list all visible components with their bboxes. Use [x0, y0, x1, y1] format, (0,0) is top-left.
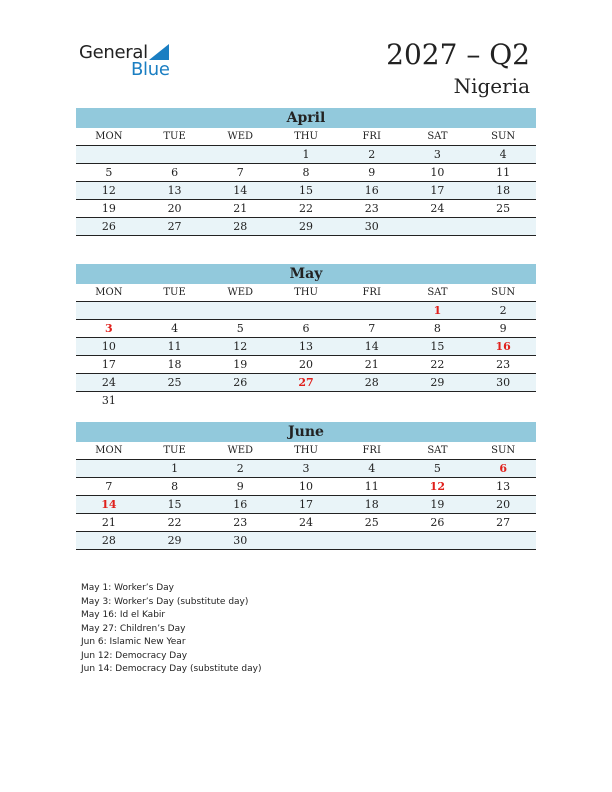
logo-triangle-icon — [149, 44, 169, 60]
weekday-header: TUE — [142, 128, 208, 146]
month-title: April — [76, 108, 536, 128]
weekday-header: WED — [207, 442, 273, 460]
weekday-header: THU — [273, 284, 339, 302]
weekday-header: SAT — [405, 442, 471, 460]
holiday-note: May 3: Worker’s Day (substitute day) — [81, 596, 249, 607]
day-cell: 17 — [405, 182, 471, 200]
day-cell: 3 — [76, 320, 142, 338]
day-cell: 24 — [76, 374, 142, 392]
empty-day-cell — [405, 532, 471, 550]
weekday-header: MON — [76, 442, 142, 460]
holiday-note: May 1: Worker’s Day — [81, 583, 174, 593]
day-cell: 21 — [76, 514, 142, 532]
logo-text-general: General — [79, 42, 148, 63]
empty-day-cell — [142, 392, 208, 409]
empty-day-cell — [142, 302, 208, 320]
day-cell: 4 — [470, 146, 536, 164]
empty-day-cell — [76, 460, 142, 478]
empty-day-cell — [339, 302, 405, 320]
day-cell: 18 — [339, 496, 405, 514]
weekday-header: MON — [76, 284, 142, 302]
empty-day-cell — [470, 218, 536, 236]
day-cell: 6 — [470, 460, 536, 478]
day-cell: 5 — [207, 320, 273, 338]
day-cell: 24 — [273, 514, 339, 532]
empty-day-cell — [142, 146, 208, 164]
empty-day-cell — [207, 392, 273, 409]
day-cell: 17 — [76, 356, 142, 374]
weekday-header: FRI — [339, 128, 405, 146]
weekday-header: WED — [207, 284, 273, 302]
day-cell: 26 — [76, 218, 142, 236]
day-cell: 11 — [470, 164, 536, 182]
country-name: Nigeria — [453, 74, 530, 98]
day-cell: 18 — [470, 182, 536, 200]
day-cell: 5 — [405, 460, 471, 478]
day-cell: 25 — [339, 514, 405, 532]
day-cell: 23 — [470, 356, 536, 374]
month-title: June — [76, 422, 536, 442]
holiday-note: Jun 12: Democracy Day — [81, 650, 188, 661]
weekday-header: SAT — [405, 284, 471, 302]
day-cell: 15 — [142, 496, 208, 514]
month-title: May — [76, 264, 536, 284]
day-cell: 13 — [470, 478, 536, 496]
day-cell: 13 — [273, 338, 339, 356]
day-cell: 4 — [142, 320, 208, 338]
month-april — [76, 108, 536, 236]
day-cell: 27 — [470, 514, 536, 532]
empty-day-cell — [405, 392, 471, 409]
day-cell: 16 — [339, 182, 405, 200]
empty-day-cell — [76, 146, 142, 164]
day-cell: 21 — [207, 200, 273, 218]
brand-logo — [79, 40, 199, 80]
day-cell: 25 — [470, 200, 536, 218]
day-cell: 7 — [207, 164, 273, 182]
day-cell: 19 — [405, 496, 471, 514]
weekday-header: THU — [273, 128, 339, 146]
weekday-header: SUN — [470, 442, 536, 460]
day-cell: 21 — [339, 356, 405, 374]
day-cell: 10 — [273, 478, 339, 496]
day-cell: 29 — [405, 374, 471, 392]
day-cell: 22 — [405, 356, 471, 374]
empty-day-cell — [470, 392, 536, 409]
day-cell: 14 — [339, 338, 405, 356]
day-cell: 2 — [207, 460, 273, 478]
day-cell: 29 — [273, 218, 339, 236]
day-cell: 22 — [273, 200, 339, 218]
day-cell: 30 — [339, 218, 405, 236]
day-cell: 14 — [207, 182, 273, 200]
month-may — [76, 264, 536, 409]
holiday-note: May 27: Children’s Day — [81, 623, 186, 634]
day-cell: 11 — [339, 478, 405, 496]
day-cell: 7 — [76, 478, 142, 496]
month-grid — [76, 284, 536, 409]
day-cell: 9 — [207, 478, 273, 496]
empty-day-cell — [470, 532, 536, 550]
empty-day-cell — [405, 218, 471, 236]
day-cell: 1 — [273, 146, 339, 164]
day-cell: 6 — [273, 320, 339, 338]
day-cell: 8 — [273, 164, 339, 182]
day-cell: 28 — [76, 532, 142, 550]
day-cell: 3 — [405, 146, 471, 164]
page-title: 2027 – Q2 — [386, 38, 530, 71]
day-cell: 17 — [273, 496, 339, 514]
day-cell: 8 — [405, 320, 471, 338]
day-cell: 31 — [101, 394, 116, 407]
day-cell: 20 — [470, 496, 536, 514]
day-cell: 16 — [470, 338, 536, 356]
day-cell: 22 — [142, 514, 208, 532]
day-cell: 13 — [142, 182, 208, 200]
day-cell: 23 — [207, 514, 273, 532]
day-cell: 1 — [142, 460, 208, 478]
day-cell: 2 — [470, 302, 536, 320]
weekday-header: MON — [76, 128, 142, 146]
day-cell: 12 — [207, 338, 273, 356]
day-cell: 12 — [405, 478, 471, 496]
day-cell: 15 — [405, 338, 471, 356]
day-cell: 23 — [339, 200, 405, 218]
day-cell: 20 — [142, 200, 208, 218]
day-cell: 28 — [339, 374, 405, 392]
day-cell: 9 — [470, 320, 536, 338]
weekday-header: THU — [273, 442, 339, 460]
day-cell: 27 — [273, 374, 339, 392]
weekday-header: FRI — [339, 284, 405, 302]
day-cell: 16 — [207, 496, 273, 514]
day-cell: 12 — [76, 182, 142, 200]
day-cell: 1 — [405, 302, 471, 320]
day-cell: 9 — [339, 164, 405, 182]
day-cell: 30 — [207, 532, 273, 550]
logo-text-blue: Blue — [131, 59, 170, 80]
day-cell: 5 — [76, 164, 142, 182]
holiday-note: Jun 14: Democracy Day (substitute day) — [81, 664, 262, 674]
day-cell: 28 — [207, 218, 273, 236]
month-june — [76, 422, 536, 550]
weekday-header: SUN — [470, 284, 536, 302]
empty-day-cell — [207, 302, 273, 320]
day-cell: 8 — [142, 478, 208, 496]
weekday-header: SUN — [470, 128, 536, 146]
day-cell: 24 — [405, 200, 471, 218]
empty-day-cell — [207, 146, 273, 164]
day-cell: 27 — [142, 218, 208, 236]
day-cell: 19 — [207, 356, 273, 374]
day-cell: 29 — [142, 532, 208, 550]
day-cell: 26 — [207, 374, 273, 392]
empty-day-cell — [273, 302, 339, 320]
empty-day-cell — [339, 532, 405, 550]
holiday-notes — [81, 582, 262, 677]
day-cell: 6 — [142, 164, 208, 182]
day-cell: 7 — [339, 320, 405, 338]
holiday-note: May 16: Id el Kabir — [81, 610, 166, 620]
day-cell: 10 — [76, 338, 142, 356]
day-cell: 3 — [273, 460, 339, 478]
empty-day-cell — [76, 302, 142, 320]
weekday-header: SAT — [405, 128, 471, 146]
day-cell: 4 — [339, 460, 405, 478]
weekday-header: TUE — [142, 284, 208, 302]
holiday-note: Jun 6: Islamic New Year — [81, 637, 186, 647]
month-grid — [76, 442, 536, 550]
weekday-header: WED — [207, 128, 273, 146]
day-cell: 2 — [339, 146, 405, 164]
day-cell: 26 — [405, 514, 471, 532]
day-cell: 19 — [76, 200, 142, 218]
weekday-header: TUE — [142, 442, 208, 460]
day-cell: 15 — [273, 182, 339, 200]
weekday-header: FRI — [339, 442, 405, 460]
day-cell: 14 — [76, 496, 142, 514]
empty-day-cell — [273, 532, 339, 550]
month-grid — [76, 128, 536, 236]
empty-day-cell — [339, 392, 405, 409]
day-cell: 11 — [142, 338, 208, 356]
day-cell: 25 — [142, 374, 208, 392]
day-cell: 18 — [142, 356, 208, 374]
day-cell: 10 — [405, 164, 471, 182]
day-cell: 20 — [273, 356, 339, 374]
empty-day-cell — [273, 392, 339, 409]
day-cell: 30 — [470, 374, 536, 392]
